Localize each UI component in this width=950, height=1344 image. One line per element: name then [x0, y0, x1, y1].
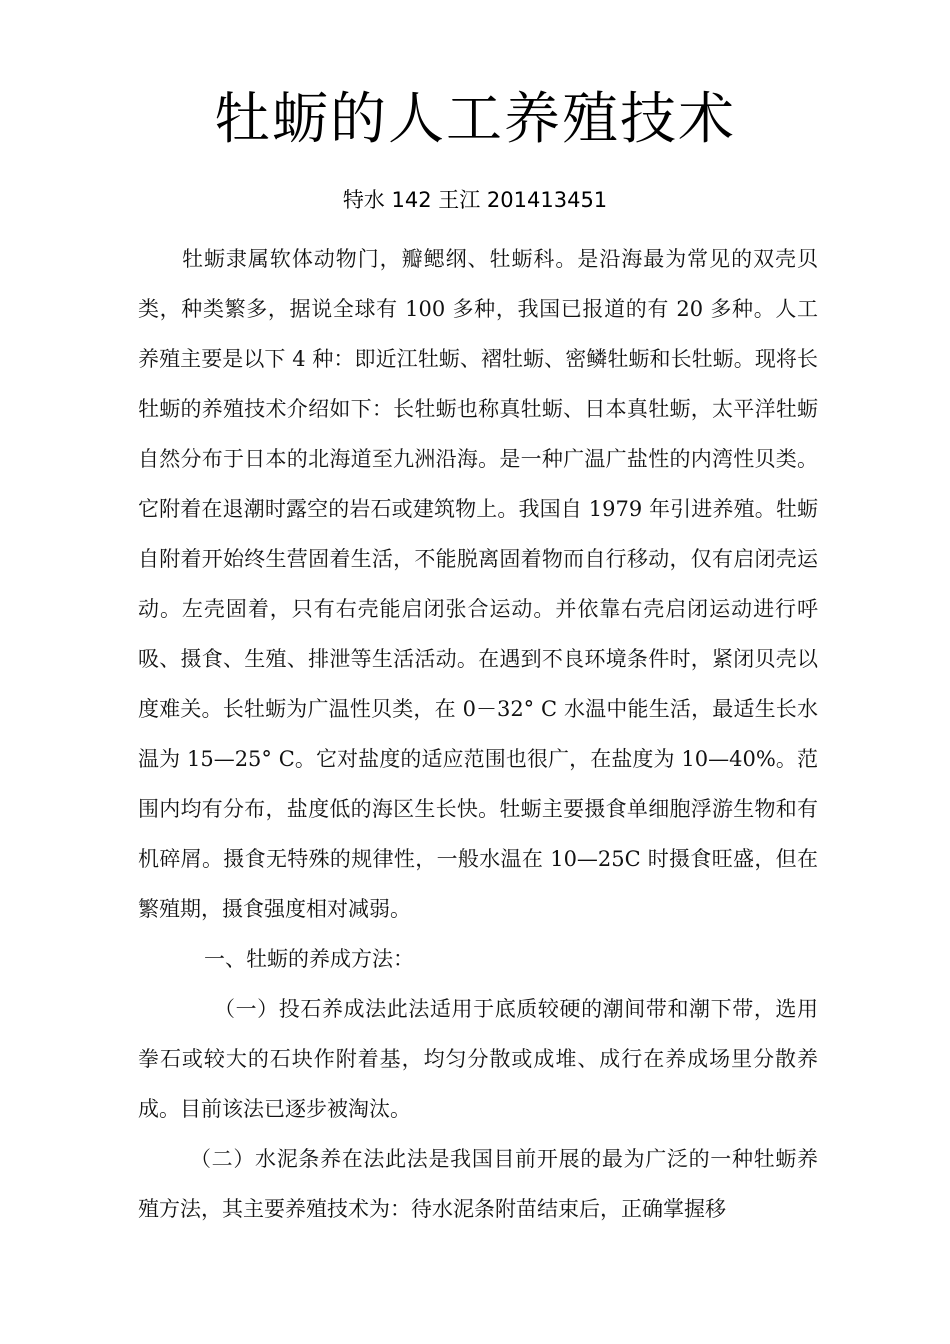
document-body — [138, 234, 818, 1234]
document-title: 牡蛎的人工养殖技术 — [214, 87, 736, 152]
paragraph-intro: 牡蛎隶属软体动物门，瓣鳃纲、牡蛎科。是沿海最为常见的双壳贝类，种类繁多，据说全球有 100 多种，我国已报道的有 20 多种。人工养殖主要是以下 4 种：即近江牡蛎、褶牡蛎、密鳞牡蛎和长牡蛎。现将长牡蛎的养殖技术介绍如下：长牡蛎也称真牡蛎、日本真牡蛎，太平洋牡蛎自然分布于日本的北海道至九洲沿海。是一种广温广盐性的内湾性贝类。它附着在退潮时露空的岩石或建筑物上。我国自 1979 年引进养殖。牡蛎自附着开始终生营固着生活，不能脱离固着物而自行移动，仅有启闭壳运动。左壳固着，只有右壳能启闭张合运动。并依靠右壳启闭运动进行呼吸、摄食、生殖、排泄等生活活动。在遇到不良环境条件时，紧闭贝壳以度难关。长牡蛎为广温性贝类，在 0－32° C 水温中能生活，最适生长水温为 15—25° C。它对盐度的适应范围也很广，在盐度为 10—40%。范围内均有分布，盐度低的海区生长快。牡蛎主要摄食单细胞浮游生物和有机碎屑。摄食无特殊的规律性，一般水温在 10—25C 时摄食旺盛，但在繁殖期，摄食强度相对减弱。 — [138, 247, 818, 921]
paragraph-stone-method: （一）投石养成法此法适用于底质较硬的潮间带和潮下带，选用拳石或较大的石块作附着基，均匀分散或成堆、成行在养成场里分散养成。目前该法已逐步被淘汰。 — [138, 997, 818, 1121]
author-byline: 特水 142 王江 201413451 — [342, 188, 608, 212]
section-heading-cultivation-methods: 一、牡蛎的养成方法： — [204, 947, 414, 971]
paragraph-cement-strip-method: （二）水泥条养在法此法是我国目前开展的最为广泛的一种牡蛎养殖方法，其主要养殖技术为：待水泥条附苗结束后，正确掌握移 — [138, 1147, 818, 1221]
